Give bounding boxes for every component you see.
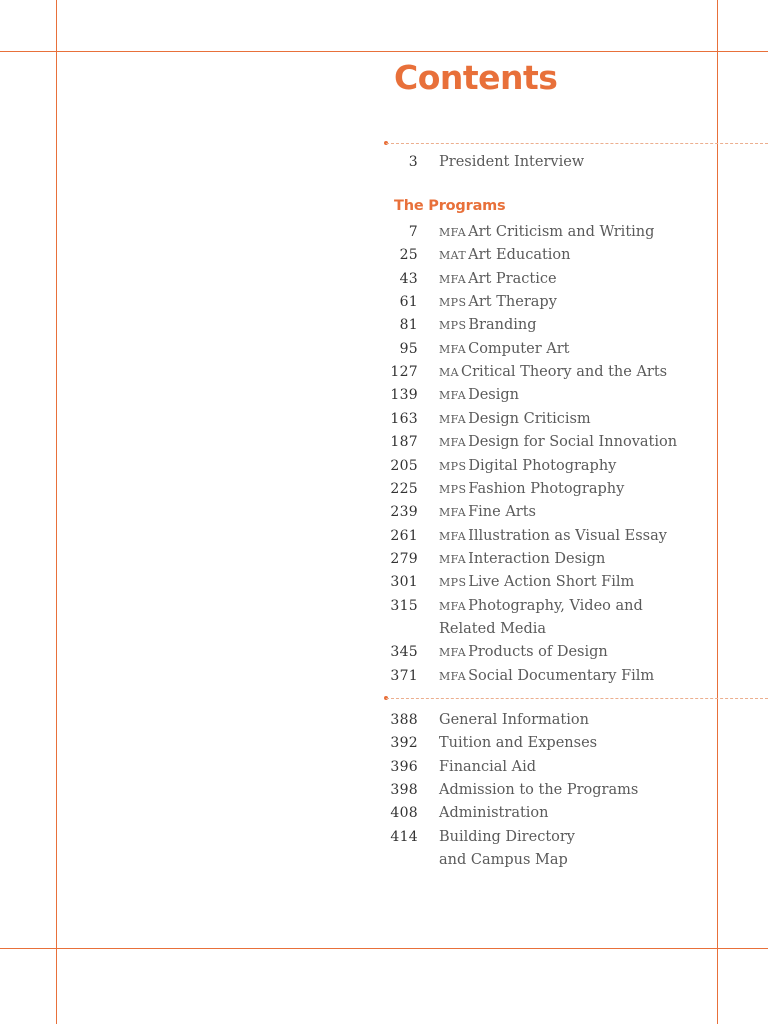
toc-page-number: 388 — [390, 712, 418, 728]
toc-page-number: 95 — [399, 340, 418, 357]
toc-entry-title — [439, 221, 654, 244]
degree-label: MFA — [439, 599, 467, 613]
toc-entry-line — [439, 384, 519, 407]
program-title: Live Action Short Film — [468, 574, 635, 591]
toc-row[interactable] — [372, 802, 768, 825]
bottom-rule — [0, 948, 768, 949]
degree-label: MAT — [439, 249, 467, 263]
toc-entry-title — [439, 478, 624, 501]
program-title: Products of Design — [468, 644, 608, 661]
toc-page-number: 414 — [390, 828, 418, 845]
degree-label: MPS — [439, 482, 467, 496]
program-title: Design — [468, 387, 519, 404]
toc-page-number: 139 — [390, 387, 418, 404]
toc-row[interactable] — [372, 291, 768, 314]
toc-entry-line — [439, 268, 557, 291]
program-title: Fine Arts — [468, 504, 536, 521]
degree-label: MPS — [439, 576, 467, 590]
toc-page-number: 187 — [390, 434, 418, 451]
toc-entry-title — [439, 756, 536, 779]
program-title: Design Criticism — [468, 410, 591, 427]
program-title: Critical Theory and the Arts — [461, 364, 668, 381]
degree-label: MFA — [439, 669, 467, 683]
program-title: Branding — [468, 317, 537, 334]
toc-page-number: 239 — [390, 504, 418, 521]
toc-page-number: 43 — [399, 270, 418, 287]
toc-row[interactable] — [372, 314, 768, 337]
program-title: Fashion Photography — [468, 480, 625, 497]
toc-row[interactable] — [372, 665, 768, 688]
toc-page-number: 25 — [399, 247, 418, 264]
toc-page-number: 408 — [390, 805, 418, 822]
toc-entry-title — [439, 268, 557, 291]
toc-page-number: 279 — [390, 550, 418, 567]
toc-entry-title — [439, 314, 537, 337]
left-rule — [56, 0, 57, 1024]
toc-entry-line-2: Related Media — [439, 620, 547, 637]
toc-row-intro[interactable] — [372, 151, 768, 174]
toc-entry-title — [439, 641, 608, 664]
toc-entry-title — [439, 384, 519, 407]
toc-row[interactable] — [372, 732, 768, 755]
toc-entry-title — [439, 525, 667, 548]
program-title: Financial Aid — [439, 758, 537, 775]
toc-entry-line — [439, 641, 608, 664]
toc-entry-line — [439, 408, 591, 431]
toc-page-number: 392 — [390, 735, 418, 752]
program-title: Computer Art — [468, 340, 570, 357]
toc-entry-line — [439, 779, 638, 802]
toc-row[interactable] — [372, 501, 768, 524]
toc-entry-line — [439, 756, 536, 779]
toc-page-number: 315 — [390, 597, 418, 614]
degree-label: MFA — [439, 506, 467, 520]
degree-label: MPS — [439, 296, 467, 310]
toc-entry-title — [439, 361, 667, 384]
toc-row[interactable] — [372, 641, 768, 664]
degree-label: MFA — [439, 646, 467, 660]
degree-label: MPS — [439, 459, 467, 473]
toc-entry-line — [439, 709, 589, 732]
toc-row[interactable] — [372, 244, 768, 267]
toc-row[interactable] — [372, 571, 768, 594]
toc-entry-line — [439, 665, 654, 688]
degree-label: MFA — [439, 412, 467, 426]
toc-row[interactable] — [372, 455, 768, 478]
toc-row[interactable] — [372, 361, 768, 384]
toc-row[interactable] — [372, 779, 768, 802]
toc-page-number: 205 — [390, 457, 418, 474]
degree-label: MFA — [439, 389, 467, 403]
program-title: Art Therapy — [468, 294, 557, 311]
program-title: Administration — [439, 805, 549, 822]
toc-page-number: 371 — [390, 667, 418, 684]
toc-entry-title — [439, 826, 575, 872]
degree-label: MFA — [439, 436, 467, 450]
program-title: Admission to the Programs — [439, 782, 639, 799]
toc-row[interactable] — [372, 826, 768, 872]
toc-page-number: 163 — [390, 410, 418, 427]
toc-page-number: 61 — [399, 294, 418, 311]
toc-row[interactable] — [372, 525, 768, 548]
toc-row[interactable] — [372, 756, 768, 779]
toc-entry-title — [439, 548, 605, 571]
toc-page-number: 7 — [408, 224, 418, 240]
toc-page-number: 225 — [390, 480, 418, 497]
toc-entry-title — [439, 709, 589, 732]
toc-entry-title — [439, 291, 557, 314]
toc-entry-line — [439, 291, 557, 314]
divider-2 — [386, 698, 768, 699]
toc-entry-line — [439, 244, 571, 267]
toc-page-number: 261 — [390, 527, 418, 544]
degree-label: MA — [439, 366, 460, 380]
program-title: Design for Social Innovation — [468, 434, 678, 451]
degree-label: MFA — [439, 529, 467, 543]
toc-entry-line — [439, 314, 537, 337]
toc-entry-line — [439, 802, 549, 825]
toc-entry-line — [439, 361, 667, 384]
toc-entry-line — [439, 338, 569, 361]
toc-entry-title — [439, 732, 597, 755]
program-title: Social Documentary Film — [468, 667, 655, 684]
toc-entry-title: President Interview — [439, 154, 585, 170]
program-title: General Information — [439, 712, 589, 728]
toc-entry-line — [439, 595, 643, 618]
degree-label: MFA — [439, 342, 467, 356]
toc-row[interactable] — [372, 595, 768, 641]
toc-page-number: 301 — [390, 574, 418, 591]
program-title: Building Directory — [439, 828, 575, 845]
top-rule — [0, 51, 768, 52]
program-title: Tuition and Expenses — [439, 735, 598, 752]
program-title: Art Practice — [468, 270, 557, 287]
program-title: Art Education — [468, 247, 571, 264]
toc-entry-line — [439, 525, 667, 548]
page-title: Contents — [394, 58, 558, 97]
degree-label: MFA — [439, 226, 467, 239]
toc-entry-line — [439, 478, 624, 501]
toc-row[interactable] — [372, 548, 768, 571]
program-title: Interaction Design — [468, 550, 606, 567]
toc-entry-title — [439, 455, 616, 478]
toc-entry-line — [439, 455, 616, 478]
toc-entry-title — [439, 802, 549, 825]
toc-page-number: 398 — [390, 782, 418, 799]
program-title: Photography, Video and — [468, 597, 643, 614]
program-title: Art Criticism and Writing — [468, 224, 655, 240]
toc-row[interactable] — [372, 268, 768, 291]
toc-entry-line — [439, 548, 605, 571]
toc-entry-line-2: and Campus Map — [439, 851, 568, 868]
toc-entry-line — [439, 571, 634, 594]
toc-page-number: 3 — [408, 154, 418, 170]
program-title: Digital Photography — [468, 457, 617, 474]
toc-row[interactable] — [372, 431, 768, 454]
toc-row[interactable] — [372, 408, 768, 431]
toc-row[interactable] — [372, 384, 768, 407]
toc-row[interactable] — [372, 709, 768, 732]
toc-entry-line — [439, 221, 654, 244]
toc-entry-line — [439, 501, 536, 524]
divider-1 — [386, 143, 768, 144]
toc-entry-title — [439, 665, 654, 688]
toc-entry-title — [439, 338, 569, 361]
toc-entry-line — [439, 431, 677, 454]
toc-page-number: 345 — [390, 644, 418, 661]
toc-row[interactable] — [372, 478, 768, 501]
degree-label: MFA — [439, 552, 467, 566]
toc-entry-title — [439, 431, 677, 454]
toc-page-number: 127 — [390, 364, 418, 381]
degree-label: MFA — [439, 272, 467, 286]
toc-entry-title — [439, 779, 638, 802]
toc-row[interactable] — [372, 221, 768, 244]
toc-entry-line — [439, 826, 575, 849]
toc-page-number: 81 — [399, 317, 418, 334]
toc-entry-title — [439, 244, 571, 267]
toc-page-number: 396 — [390, 758, 418, 775]
program-title: Illustration as Visual Essay — [468, 527, 667, 544]
toc-entry-title — [439, 408, 591, 431]
toc-entry-title — [439, 501, 536, 524]
section-heading-programs: The Programs — [394, 198, 506, 214]
toc-entry-line — [439, 732, 597, 755]
toc-row[interactable] — [372, 338, 768, 361]
degree-label: MPS — [439, 319, 467, 333]
toc-entry-title — [439, 571, 634, 594]
toc-entry-title — [439, 595, 643, 641]
